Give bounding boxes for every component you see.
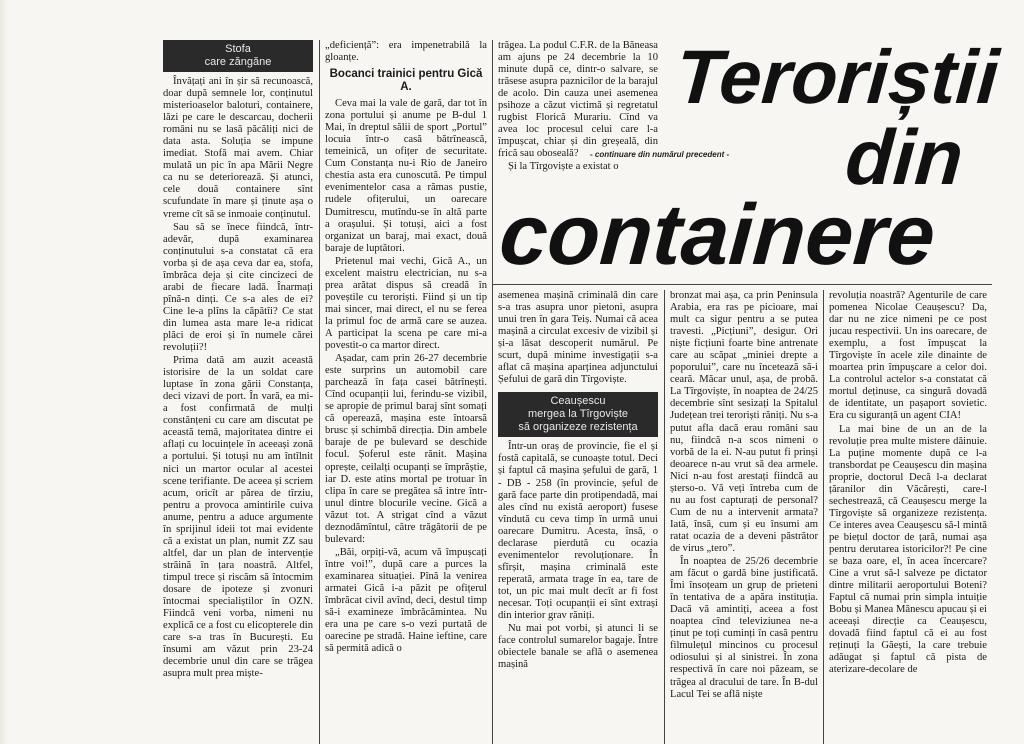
article-paragraph: Prima dată am auzit această istorisire de la un soldat care luptase în zona gării Constanța, deci vizavi de port. În vară, ea mi-a fost confirmată de mulți constănțeni cu care am discutat pe această temă, majoritatea dintre ei aflați cu locuințele în aceeași zonă a portului. Și totuși nu am întîlnit nici un martor ocular al acestei scene terifiante. De aceea și scriem acum, oricît ar părea de tîrziu, pentru a provoca amintirile cuiva anume, pentru a aduce argumente în sprijinul ideii tot mai evidente că a existat un plan, numit ZZ sau altfel, dar un plan de intervenție străină în țara noastră. Altfel, timpul trece și riscăm să întocmim dosare de ipoteze și zvonuri întocmai specialiștilor în OZN. Fiindcă veni vorba, nimeni nu explică ce a fost cu elicopterele din care s-a tras în București. Eu însumi am văzut prin 23-24 decembrie unul din care se trăgea asupra mult prea miște- <box>163 355 313 680</box>
section-box-stofa <box>163 40 313 72</box>
article-column-1 <box>163 40 313 744</box>
column-rule <box>823 290 824 744</box>
subheading-bocanci: Bocanci trainici pentru Gică A. <box>329 68 483 94</box>
section-box-title-line: Stofa <box>225 43 251 55</box>
headline-line-3: containere <box>496 187 939 283</box>
article-paragraph: asemenea mașină criminală din care s-a tras asupra unor pietoni, asupra unui tren în gara Teiș. Numai că acea mașină a circulat excesiv de vizibil și și-a lăsat descoperit numărul. Pe scurt, după minime investigații s-a aflat că mașina aparținea adjunctului Șefului de gară din Tîrgoviște. <box>498 290 658 386</box>
headline-line-1: Teroriștii <box>673 35 1002 120</box>
article-paragraph: În noaptea de 25/26 decembrie am făcut o gardă bine justificată. Îmi însoțeam un grup de prieteni în tentativa de a apăra instituția. Dacă vă amintiți, aceea a fost noaptea cînd televiziunea ne-a ținut pe toți cuminți în casă pentru filmulețul mincinos cu procesul odiosului și al sinistrei. În zona respectivă în care noi păzeam, se trăgea al dracului de tare. În B-dul Lacul Tei se află niște <box>670 556 818 700</box>
article-column-5 <box>670 290 818 744</box>
article-paragraph: „deficiență”: era impenetrabilă la gloanțe. <box>325 40 487 64</box>
headline-line-2: din <box>842 113 967 201</box>
article-paragraph: bronzat mai așa, ca prin Peninsula Arabia, era ras pe picioare, mai mult ca sigur pentru a se putea travesti. „Picțiuni”, desigur. Ori niște ficțiuni foarte bine antrenate care au scăpat „miniei drepte a poporului”, care nu încetează să-i ceară. Măcar unul, așa, de probă. La Tîrgoviște, în noaptea de 24/25 decembrie sînt sesizați la Spitalul Județean trei teroriști răniți. Nu s-a putut afla dacă erau români sau nu, fiindcă n-a scos nimeni o vorbă de la ei. N-au putut fi prinși deoarece n-au vrut să dea armele. Nici n-au fost arestați fiindcă au ștersо-o. Vă veți întreba cum de nu au fost capturați de personal? Cum de nu a intervenit armata? Iată, însă, cum și eu însumi am ratat ocazia de a deveni păstrător de virus „tero”. <box>670 290 818 554</box>
section-box-title-line: Ceaușescu <box>550 395 606 408</box>
article-column-6 <box>829 290 987 744</box>
article-column-3 <box>498 40 658 188</box>
section-divider <box>492 284 992 285</box>
article-paragraph: Într-un oraș de provincie, fie el și fostă capitală, se cunoaște totul. Deci și faptul că mașina șefului de gară, 1 - DB - 258 (în provincie, șeful de gară face parte din protipendadă, mai ales cînd nu există aeroport) fusese vîndută cu ceva timp în urmă unui oarecare Dumitru. Acesta, însă, o declarase pierdută cu ocazia evenimentelor revoluționare. În sfîrșit, mașina criminală este reperată, armata trage în ea, tare de tot, un pic mai mult decît ar fi fost necesar. Toți ocupanții ei sînt extrași din interior grav răniți. <box>498 441 658 622</box>
article-paragraph: Sau să se înece fiindcă, într-adevăr, după examinarea conținutului s-a constatat că era vorba și de așa ceva dar ea, stofa, îmbrăca deja și cite cincizeci de arabi de fiecare ladă. Înarmați pînă-n dinți. Ce s-a ales de ei? Cine le-a plîns la căpătîi? Ce stat din lumea asta mare le-a ridicat plăci de eroi și în numele cărei revoluții?! <box>163 221 313 354</box>
section-box-title-line: să organizeze rezistența <box>518 421 638 434</box>
article-paragraph: Ceva mai la vale de gară, dar tot în zona portului și anume pe B-dul 1 Mai, în dreptul sălii de sport „Portul” locuia într-o casă bătrînească, temeinică, un ofițer de securitate. Cum Constanța nu-i Rio de Janeiro chestia asta era cunoscută. Pe timpul evenimentelor casa a rămas pustie, rudele ofițerului, un oarecare Dumitrescu, mutîndu-se în altă parte a orașului. Și totuși, aici a fost organizat un baraj, mai exact, două baraje de luptători. <box>325 98 487 254</box>
article-paragraph: Nu mai pot vorbi, și atunci li se face controlul sumarelor bagaje. Între obiectele banale se află o asemenea mașină <box>498 623 658 671</box>
article-paragraph: revoluția noastră? Agenturile de care pomenea Nicolae Ceaușescu? Da, dar nu ne zice nimeni pe ce post jucau respectivii. Un ins oarecare, de exemplu, a fost împușcat la Tîrgoviște în acele zile dinainte de moartea prin împușcare a celor doi. La controlul actelor s-a constatat că mortul deținuse, ca singură dovadă de identitate, un pașaport sovietic. Era cu siguranță un agent CIA! <box>829 290 987 422</box>
article-paragraph: Așadar, cam prin 26-27 decembrie este surprins un automobil care parchează în fața casei bătrînești. Cînd ocupanții lui, ferindu-se vizibil, se apropie de primul baraj sînt somați că operează, mașina este întoarsă brusc și schimbă direcția. Din ambele baraje de pe bulevard se deschide focul. Șoferul este rănit. Mașina oprește, ceilalți ocupanți se împrăștie, iar D. este atins mortal pe trotuar în clipa în care se pregătea să intre într-unul dintre blocurile vecine. Gică a văzut tot. A strigat cînd a văzut deznodămîntul, către trăgătorii de pe bulevard: <box>325 353 487 545</box>
article-paragraph: La mai bine de un an de la revoluție prea multe mistere dăinuie. La puține momente după ce l-a transbordat pe Ceaușescu din mașina proprie, doctorul Decă l-a declarat țăranilor din Văcărești, care-l sechestrează, că Ceaușescu merge la Tîrgoviște să organizeze rezistența. Ce interes avea Ceaușescu să-l mintă pe biețul doctor de țară, numai așa pentru derutarea istoricilor?! Pe cine se baza oare, el, în acea încercare? Cine a vrut să-l salveze pe dictator dintre militarii aeroportului Boteni? Faptul că numai prin simpla intuiție Bobu și Manea Mănescu apucau și ei aceeași direcție ca Ceaușescu, dovadă fiind faptul că ei au fost reținuți la Găești, la care trebuie adăugat și faptul că pista de aterizare-decolare de <box>829 423 987 676</box>
article-column-2 <box>325 40 487 744</box>
column-rule <box>664 290 665 744</box>
section-box-ceausescu <box>498 392 658 437</box>
article-column-4 <box>498 290 658 744</box>
column-rule <box>492 40 493 744</box>
article-paragraph: Învățați ani în șir să recunoască, doar după semnele lor, conținutul misterioaselor baloturi, containere, lăzi pe care le descarcau, docherii români nu se lasă păcăliți nici de data asta. Soluția se impune imediat. Stofă mai avem. Chiar mulată un pic în apa Mării Negre ca nu se deteriorează. Și atunci, cele două containere sînt scufundate în mare și ținute așa o vreme cît să se inmoaie conținutul. <box>163 76 313 220</box>
column-rule <box>319 40 320 744</box>
section-box-title-line: mergea la Tîrgoviște <box>527 408 629 421</box>
article-paragraph: Prietenul mai vechi, Gică A., un excelent maistru electrician, nu s-a prea arătat dispus să creadă în poveștile cu teroriști. Fiind și un tip mai sincer, mai direct, el nu se ferea la primul foc de armă care se auzea. A participat la scena pe care mi-a povestit-o ca martor direct. <box>325 255 487 352</box>
article-paragraph: trăgea. La podul C.F.R. de la Băneasa am ajuns pe 24 decembrie la 10 minute după ce, dintr-o salvare, se trăsese asupra paznicilor de la barajul de acolo. Din cauza unei asemenea psihoze a căzut victimă și regretatul rugbist Florică Murariu. Cînd va avea loc procesul celui care l-a împușcat, chiar și din greșeală, din frică sau oboseală? <box>498 40 658 160</box>
section-box-title-line: care zăngăne <box>204 56 272 68</box>
scan-edge <box>0 0 8 744</box>
article-paragraph: Și la Tîrgoviște a existat o <box>508 161 619 173</box>
article-paragraph: „Băi, orpiți-vă, acum vă împușcați între voi!”, după care a purces la examinarea situației. Pînă la venirea armatei Gică i-a păzit pe ofițerul îmbrăcat civil avînd, deci, destul timp să-i examineze îmbrăcămintea. Nu era una pe care s-o vezi purtată de oarecine pe stradă. Haine ieftine, care să permită adică o <box>325 546 487 655</box>
continuation-note: - continuare din numărul precedent - <box>590 150 730 159</box>
